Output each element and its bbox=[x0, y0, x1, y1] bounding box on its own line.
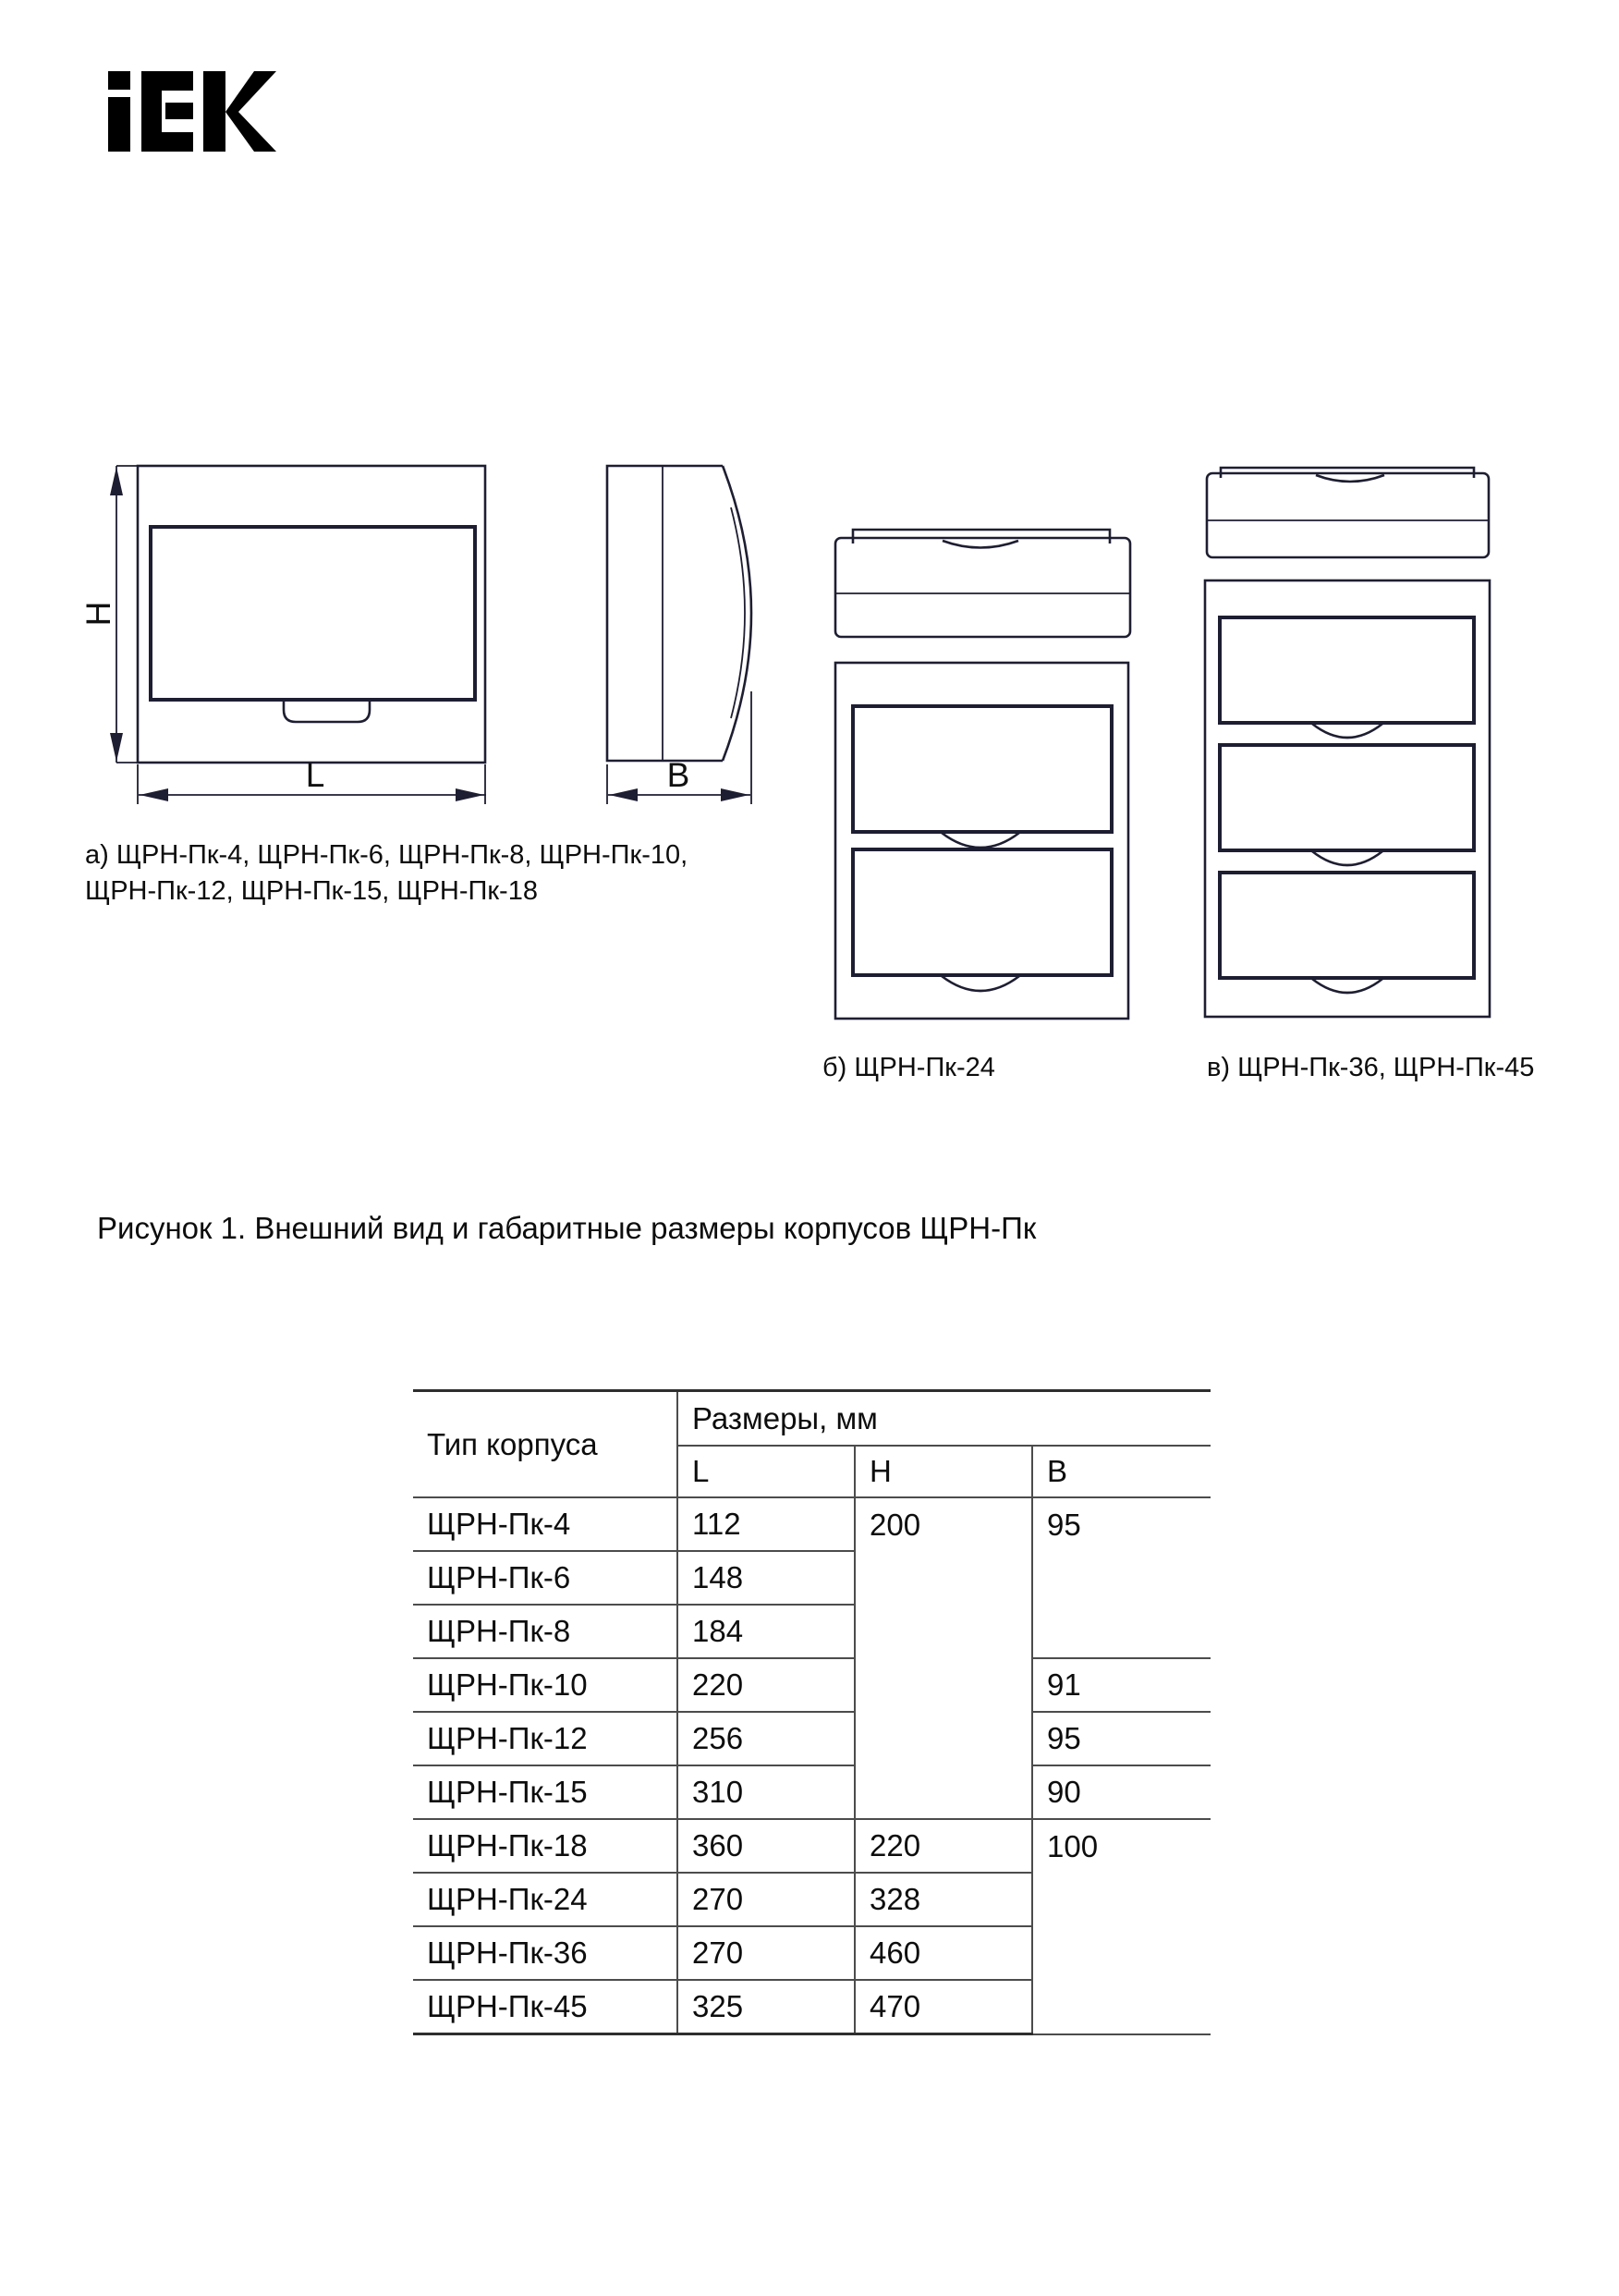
dim-arrow-l-left bbox=[140, 788, 168, 801]
cell-type: ЩРН-Пк-15 bbox=[413, 1765, 677, 1819]
figure-label-a bbox=[85, 837, 688, 910]
drawing-a-front-view bbox=[79, 466, 486, 804]
cell-type: ЩРН-Пк-10 bbox=[413, 1658, 677, 1712]
dim-label-b: B bbox=[666, 756, 690, 794]
figure-caption: Рисунок 1. Внешний вид и габаритные размеры корпусов ЩРН-Пк bbox=[97, 1211, 1037, 1245]
col-header-l: L bbox=[677, 1446, 855, 1497]
cell-l: 256 bbox=[677, 1712, 855, 1765]
cell-type: ЩРН-Пк-4 bbox=[413, 1497, 677, 1551]
col-header-sizes: Размеры, мм bbox=[677, 1391, 1211, 1447]
col-header-b: B bbox=[1032, 1446, 1211, 1497]
body-outline bbox=[835, 663, 1128, 1019]
cell-l: 220 bbox=[677, 1658, 855, 1712]
table-row bbox=[413, 1819, 1211, 1873]
door-handle bbox=[284, 701, 370, 722]
figure-label-a-line2: ЩРН-Пк-12, ЩРН-Пк-15, ЩРН-Пк-18 bbox=[85, 876, 538, 906]
drawing-b-shrn-pk-24 bbox=[835, 530, 1130, 1019]
body-outline bbox=[1205, 580, 1490, 1017]
col-header-h: H bbox=[855, 1446, 1032, 1497]
door-handle-2 bbox=[1312, 851, 1382, 865]
figure-label-a-line1: а) ЩРН-Пк-4, ЩРН-Пк-6, ЩРН-Пк-8, ЩРН-Пк-10, bbox=[85, 840, 688, 870]
lid-tab bbox=[853, 530, 1110, 543]
door-handle-2 bbox=[942, 976, 1019, 991]
door-panel-2 bbox=[1220, 745, 1474, 850]
door-panel-1 bbox=[853, 706, 1112, 832]
dim-arrow-b-right bbox=[721, 788, 749, 801]
cell-b: 90 bbox=[1032, 1765, 1211, 1819]
table-row bbox=[413, 1497, 1211, 1551]
cell-b-merged: 100 bbox=[1032, 1819, 1211, 2034]
cell-type: ЩРН-Пк-45 bbox=[413, 1980, 677, 2034]
cell-type: ЩРН-Пк-18 bbox=[413, 1819, 677, 1873]
cell-h: 220 bbox=[855, 1819, 1032, 1873]
door-handle-1 bbox=[942, 833, 1019, 848]
door-handle-1 bbox=[1312, 724, 1382, 738]
enclosure-door-outline bbox=[151, 527, 475, 700]
cell-h: 460 bbox=[855, 1926, 1032, 1980]
door-panel-3 bbox=[1220, 873, 1474, 978]
cell-type: ЩРН-Пк-8 bbox=[413, 1605, 677, 1658]
table-row bbox=[413, 1712, 1211, 1765]
cell-l: 270 bbox=[677, 1873, 855, 1926]
table-header-row-1 bbox=[413, 1391, 1211, 1447]
side-back-outline bbox=[607, 466, 723, 761]
lid-notch bbox=[1316, 475, 1384, 482]
table-row bbox=[413, 1765, 1211, 1819]
drawing-a-side-view bbox=[607, 466, 751, 804]
dim-arrow-h-bottom bbox=[110, 733, 123, 762]
figure-label-v: в) ЩРН-Пк-36, ЩРН-Пк-45 bbox=[1207, 1053, 1535, 1082]
figure-label-b: б) ЩРН-Пк-24 bbox=[822, 1053, 995, 1082]
cell-l: 270 bbox=[677, 1926, 855, 1980]
cell-type: ЩРН-Пк-12 bbox=[413, 1712, 677, 1765]
dim-label-l: L bbox=[305, 756, 325, 794]
lid-notch bbox=[943, 541, 1018, 548]
cell-type: ЩРН-Пк-24 bbox=[413, 1873, 677, 1926]
cell-h-merged: 200 bbox=[855, 1497, 1032, 1819]
cell-h: 470 bbox=[855, 1980, 1032, 2034]
dim-label-h: H bbox=[79, 601, 117, 627]
dim-arrow-h-top bbox=[110, 467, 123, 495]
cell-l: 112 bbox=[677, 1497, 855, 1551]
cell-b: 95 bbox=[1032, 1712, 1211, 1765]
cell-type: ЩРН-Пк-6 bbox=[413, 1551, 677, 1605]
door-panel-1 bbox=[1220, 617, 1474, 723]
col-header-type: Тип корпуса bbox=[413, 1391, 677, 1498]
side-door-profile bbox=[723, 466, 751, 761]
cell-b: 91 bbox=[1032, 1658, 1211, 1712]
cell-l: 360 bbox=[677, 1819, 855, 1873]
lid-outline bbox=[1207, 473, 1489, 557]
cell-h: 328 bbox=[855, 1873, 1032, 1926]
dim-arrow-b-left bbox=[609, 788, 638, 801]
cell-b-merged: 95 bbox=[1032, 1497, 1211, 1658]
cell-l: 184 bbox=[677, 1605, 855, 1658]
cell-type: ЩРН-Пк-36 bbox=[413, 1926, 677, 1980]
dim-arrow-l-right bbox=[456, 788, 484, 801]
door-handle-3 bbox=[1312, 979, 1382, 993]
cell-l: 310 bbox=[677, 1765, 855, 1819]
door-panel-2 bbox=[853, 849, 1112, 975]
lid-outline bbox=[835, 538, 1130, 637]
drawing-v-shrn-pk-36-45 bbox=[1205, 468, 1490, 1017]
cell-l: 148 bbox=[677, 1551, 855, 1605]
enclosure-body-outline bbox=[138, 466, 485, 763]
table-row bbox=[413, 1658, 1211, 1712]
dimensions-table bbox=[413, 1389, 1211, 2035]
cell-l: 325 bbox=[677, 1980, 855, 2034]
